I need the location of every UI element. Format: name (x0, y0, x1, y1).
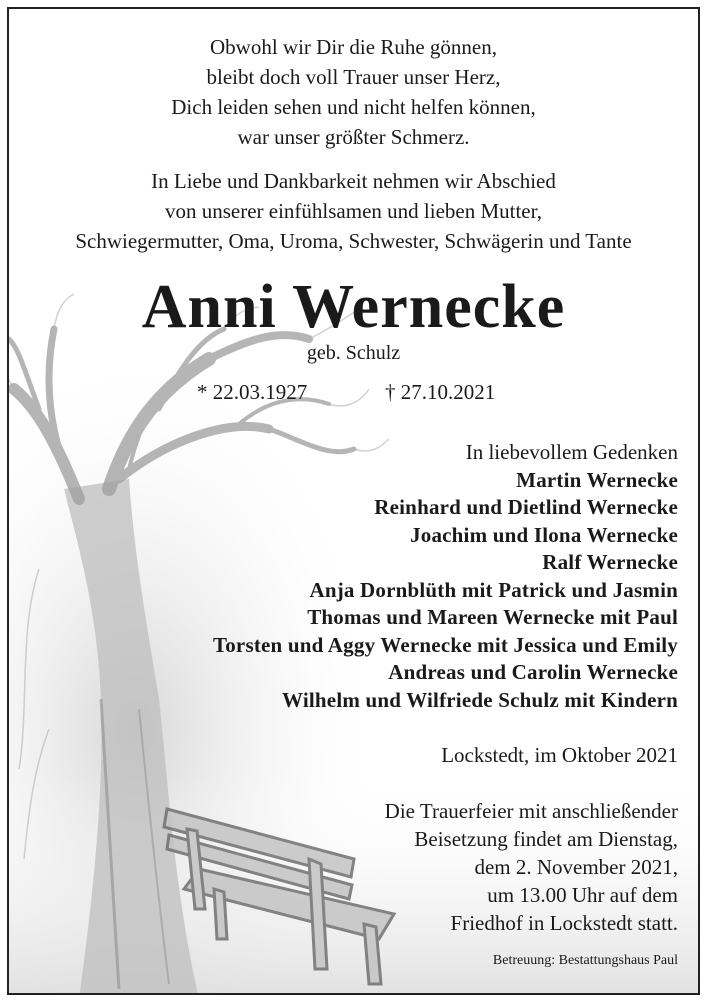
mourner-name: Ralf Wernecke (542, 550, 678, 574)
death-date: † 27.10.2021 (385, 380, 496, 404)
funeral-home-credit: Betreuung: Bestattungshaus Paul (492, 953, 678, 968)
mourner-name: Reinhard und Dietlind Wernecke (374, 495, 678, 519)
mourner-name: Anja Dornblüth mit Patrick und Jasmin (309, 577, 678, 602)
intro-line: von unserer einfühlsamen und lieben Mutter, (164, 199, 543, 223)
funeral-line: dem 2. November 2021, (474, 855, 678, 879)
place-date: Lockstedt, im Oktober 2021 (441, 743, 678, 767)
funeral-line: Friedhof in Lockstedt statt. (450, 911, 678, 935)
life-dates (9, 380, 698, 410)
mourner-name: Thomas und Mareen Wernecke mit Paul (307, 605, 678, 629)
funeral-line: um 13.00 Uhr auf dem (487, 883, 678, 907)
intro-line: In Liebe und Dankbarkeit nehmen wir Abschied (151, 169, 556, 193)
poem-line: Dich leiden sehen und nicht helfen können, (171, 95, 536, 119)
funeral-line: Die Trauerfeier mit anschließender (384, 799, 678, 823)
poem-line: war unser größter Schmerz. (237, 125, 470, 149)
deceased-name: Anni Wernecke (141, 273, 566, 341)
obituary-frame (7, 7, 700, 995)
mourner-name: Joachim und Ilona Wernecke (410, 522, 678, 547)
farewell-intro (9, 166, 698, 256)
poem-line: bleibt doch voll Trauer unser Herz, (206, 65, 501, 89)
mourner-name: Wilhelm und Wilfriede Schulz mit Kindern (282, 687, 678, 712)
birth-date: * 22.03.1927 (197, 380, 308, 404)
intro-line: Schwiegermutter, Oma, Uroma, Schwester, Schwägerin und Tante (75, 229, 632, 253)
mourner-name: Martin Wernecke (516, 467, 678, 492)
mourners-lead: In liebevollem Gedenken (465, 440, 678, 464)
mourner-name: Torsten und Aggy Wernecke mit Jessica und Emily (212, 632, 678, 657)
poem-line: Obwohl wir Dir die Ruhe gönnen, (210, 35, 497, 59)
mourner-name: Andreas und Carolin Wernecke (388, 660, 678, 684)
funeral-line: Beisetzung findet am Dienstag, (414, 827, 678, 851)
mourners-list (213, 439, 678, 714)
funeral-info (385, 797, 678, 937)
birth-name: geb. Schulz (306, 342, 401, 364)
poem (9, 32, 698, 152)
